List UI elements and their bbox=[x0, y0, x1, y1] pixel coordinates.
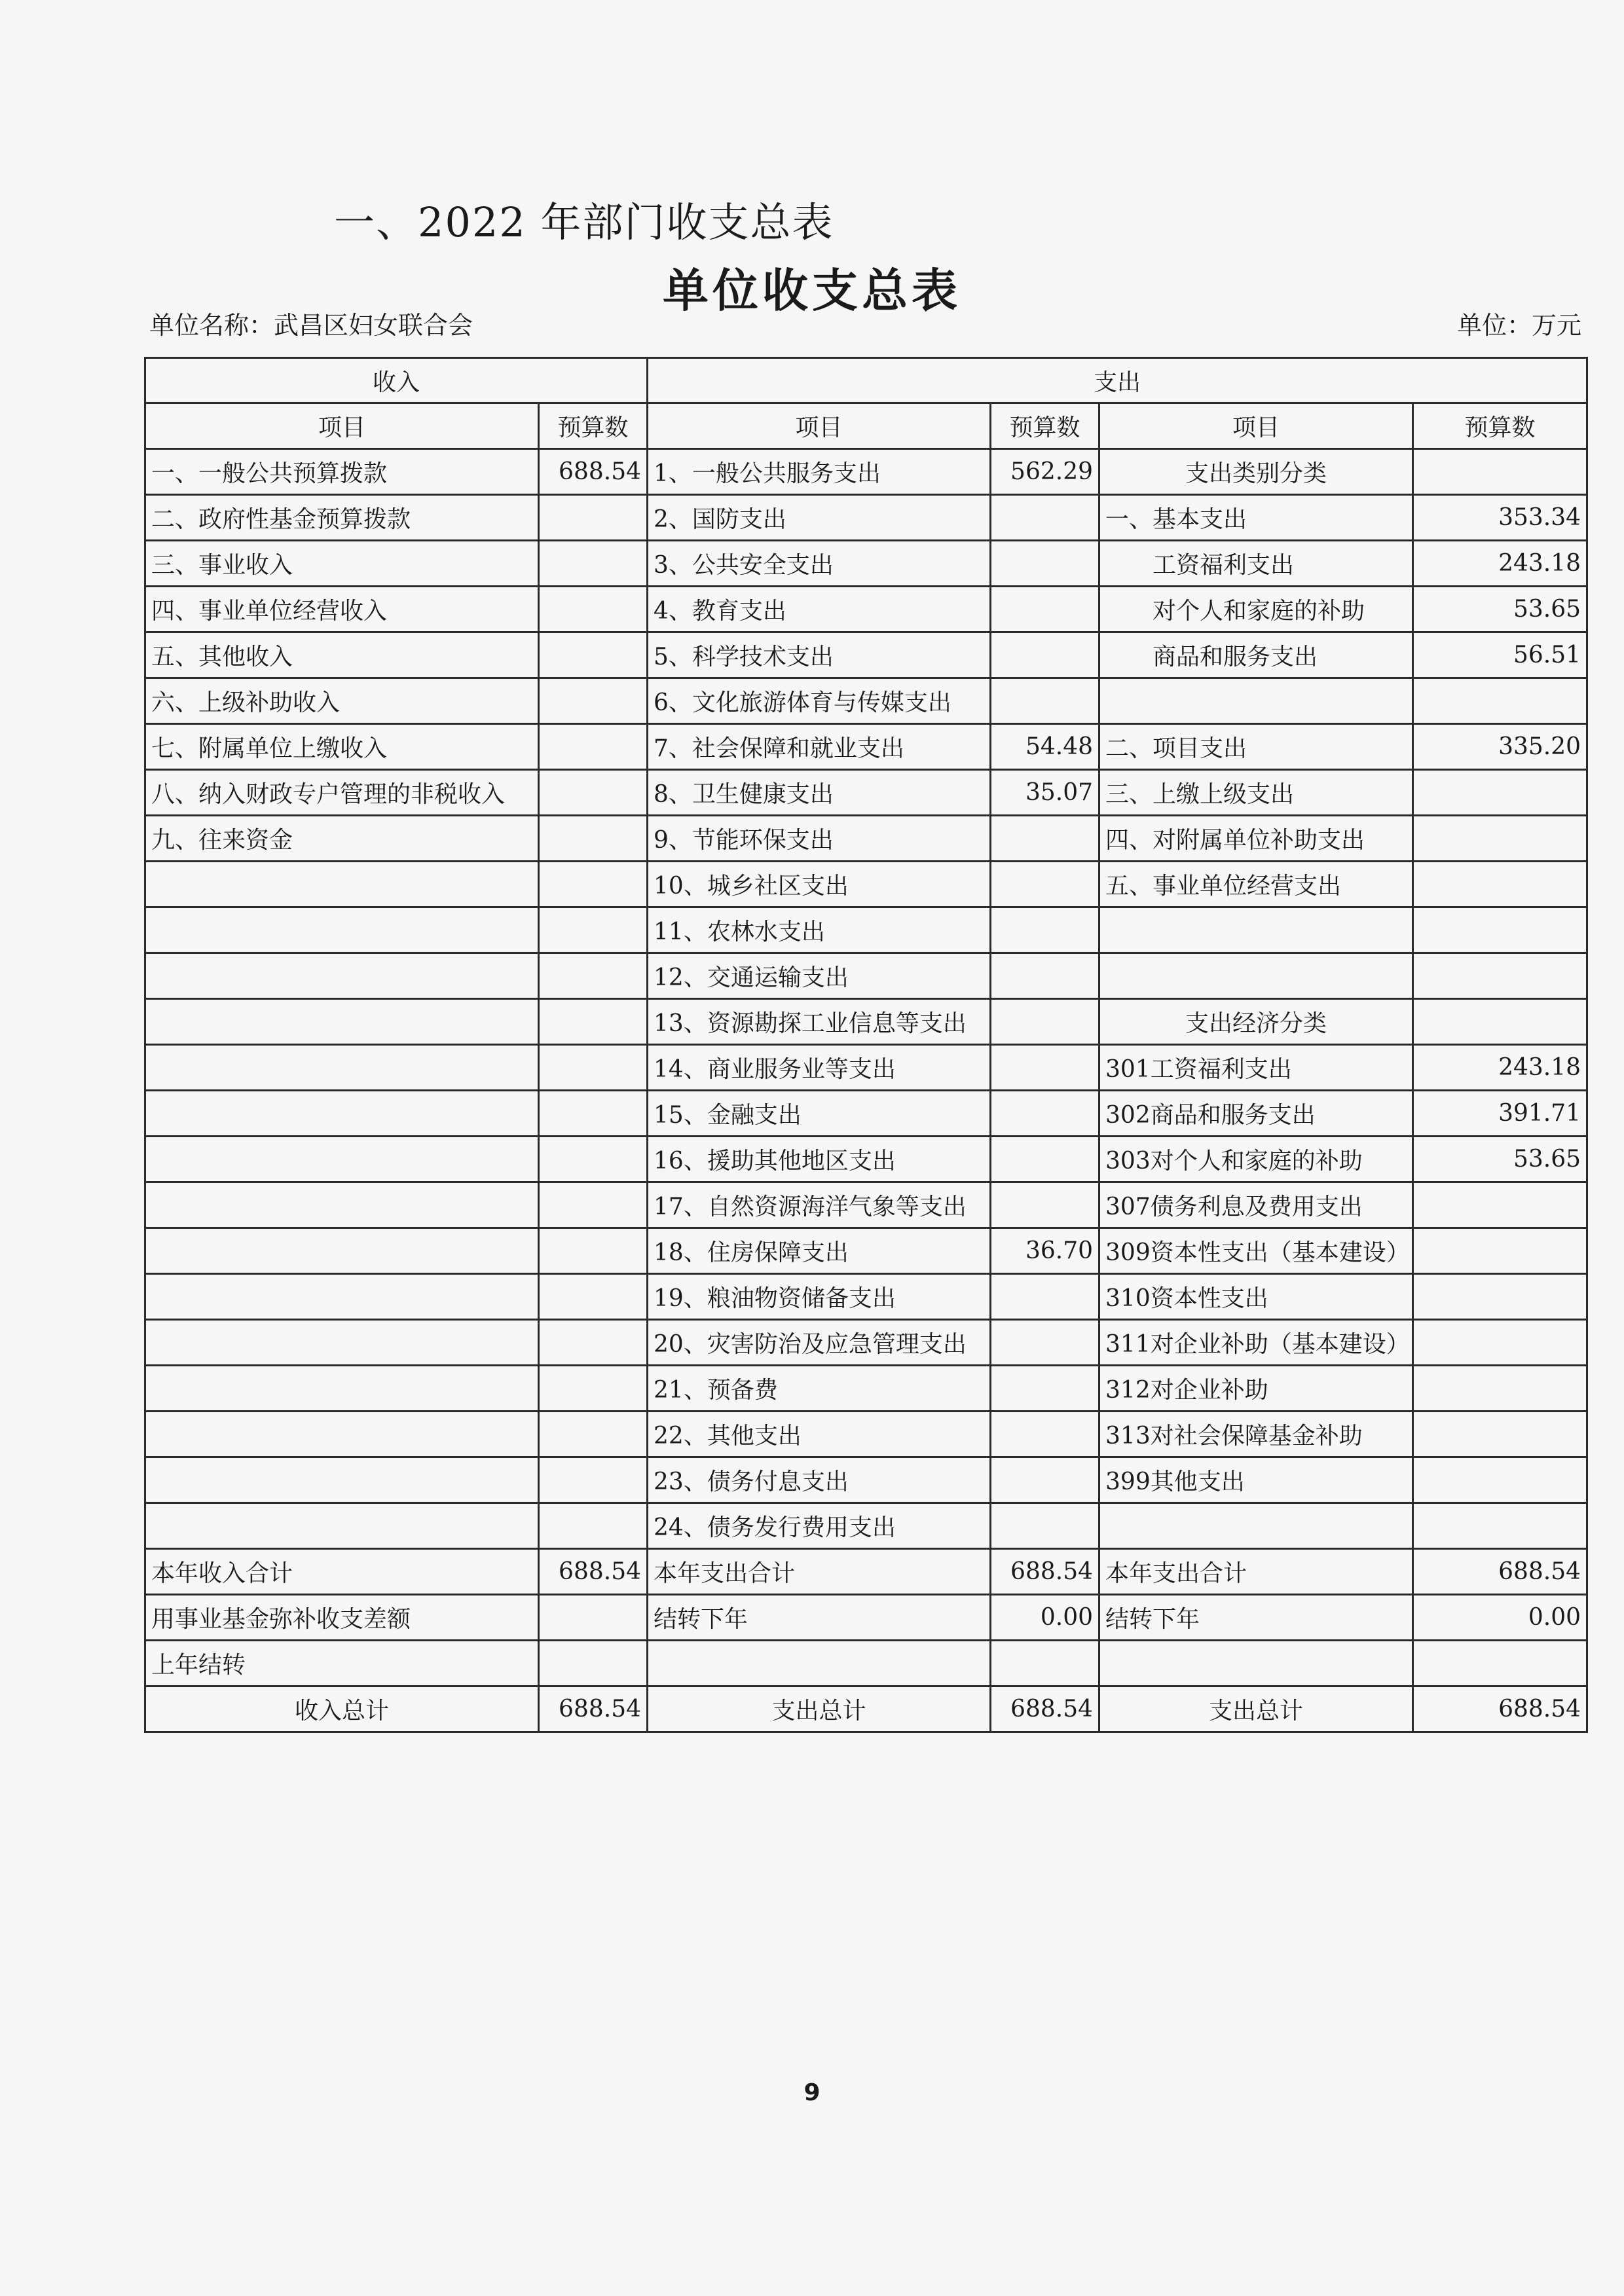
classification-item-cell bbox=[1099, 1641, 1413, 1686]
income-item-cell bbox=[145, 1412, 539, 1457]
expense-item-cell: 11、农林水支出 bbox=[648, 907, 991, 953]
income-item-cell bbox=[145, 1457, 539, 1503]
expense-amount-cell bbox=[991, 1091, 1099, 1137]
classification-amount-cell: 243.18 bbox=[1413, 541, 1587, 587]
table-row bbox=[145, 1091, 1587, 1137]
table-row bbox=[145, 678, 1587, 724]
income-amount-cell bbox=[539, 1595, 648, 1641]
income-item-cell: 六、上级补助收入 bbox=[145, 678, 539, 724]
expense-item-cell: 3、公共安全支出 bbox=[648, 541, 991, 587]
classification-item-cell: 311对企业补助（基本建设） bbox=[1099, 1320, 1413, 1366]
table-row bbox=[145, 1412, 1587, 1457]
expense-amount-cell bbox=[991, 1412, 1099, 1457]
classification-amount-cell bbox=[1413, 1457, 1587, 1503]
classification-total-amount: 688.54 bbox=[1413, 1686, 1587, 1732]
expense-item-cell: 20、灾害防治及应急管理支出 bbox=[648, 1320, 991, 1366]
classification-amount-cell: 53.65 bbox=[1413, 587, 1587, 632]
expense-item-cell: 24、债务发行费用支出 bbox=[648, 1503, 991, 1549]
expense-item-cell: 19、粮油物资储备支出 bbox=[648, 1274, 991, 1320]
income-amount-cell bbox=[539, 632, 648, 678]
classification-amount-cell bbox=[1413, 907, 1587, 953]
income-amount-cell bbox=[539, 1320, 648, 1366]
income-amount-cell bbox=[539, 1503, 648, 1549]
classification-item-cell bbox=[1099, 953, 1413, 999]
classification-item-cell: 商品和服务支出 bbox=[1099, 632, 1413, 678]
table-row bbox=[145, 541, 1587, 587]
table-row bbox=[145, 1228, 1587, 1274]
expense-amount-cell bbox=[991, 1503, 1099, 1549]
expense-item-cell: 9、节能环保支出 bbox=[648, 816, 991, 862]
budget-summary-table bbox=[144, 357, 1588, 1733]
classification-item-cell: 312对企业补助 bbox=[1099, 1366, 1413, 1412]
income-item-cell: 上年结转 bbox=[145, 1641, 539, 1686]
classification-amount-cell bbox=[1413, 862, 1587, 907]
expense-item-cell bbox=[648, 1641, 991, 1686]
expense-amount-cell: 0.00 bbox=[991, 1595, 1099, 1641]
classification-item-cell: 303对个人和家庭的补助 bbox=[1099, 1137, 1413, 1182]
classification-item-cell: 310资本性支出 bbox=[1099, 1274, 1413, 1320]
table-row bbox=[145, 1503, 1587, 1549]
unit-name: 单位名称：武昌区妇女联合会 bbox=[149, 311, 473, 340]
income-item-cell bbox=[145, 953, 539, 999]
income-amount-cell bbox=[539, 1182, 648, 1228]
classification-item-cell: 三、上缴上级支出 bbox=[1099, 770, 1413, 816]
classification-amount-cell bbox=[1413, 1366, 1587, 1412]
classification-amount-cell: 335.20 bbox=[1413, 724, 1587, 770]
expense-item-cell: 6、文化旅游体育与传媒支出 bbox=[648, 678, 991, 724]
expense-amount-cell bbox=[991, 495, 1099, 541]
expense-item-cell: 23、债务付息支出 bbox=[648, 1457, 991, 1503]
expense-total-label: 支出总计 bbox=[648, 1686, 991, 1732]
classification-item-cell bbox=[1099, 1503, 1413, 1549]
sheet-title: 一、2022 年部门收支总表 bbox=[334, 198, 834, 246]
income-item-cell bbox=[145, 862, 539, 907]
classification-amount-cell bbox=[1413, 999, 1587, 1045]
table-row bbox=[145, 1366, 1587, 1412]
expense-amount-cell: 35.07 bbox=[991, 770, 1099, 816]
expense-amount-cell bbox=[991, 999, 1099, 1045]
income-item-cell: 九、往来资金 bbox=[145, 816, 539, 862]
expense-item-cell: 15、金融支出 bbox=[648, 1091, 991, 1137]
income-item-cell bbox=[145, 1320, 539, 1366]
classification-item-cell: 302商品和服务支出 bbox=[1099, 1091, 1413, 1137]
classification-item-cell: 309资本性支出（基本建设） bbox=[1099, 1228, 1413, 1274]
expense-item-cell: 1、一般公共服务支出 bbox=[648, 449, 991, 495]
income-amount-cell bbox=[539, 495, 648, 541]
table-title: 单位收支总表 bbox=[663, 264, 961, 318]
classification-amount-cell bbox=[1413, 1503, 1587, 1549]
table-row bbox=[145, 1595, 1587, 1641]
income-item-cell bbox=[145, 1137, 539, 1182]
income-item-cell: 二、政府性基金预算拨款 bbox=[145, 495, 539, 541]
income-item-cell: 本年收入合计 bbox=[145, 1549, 539, 1595]
income-total-label: 收入总计 bbox=[145, 1686, 539, 1732]
expense-amount-cell: 688.54 bbox=[991, 1549, 1099, 1595]
expense-item-cell: 本年支出合计 bbox=[648, 1549, 991, 1595]
table-row bbox=[145, 587, 1587, 632]
classification-amount-cell: 391.71 bbox=[1413, 1091, 1587, 1137]
expense-amount-cell bbox=[991, 678, 1099, 724]
expense-amount-cell: 36.70 bbox=[991, 1228, 1099, 1274]
income-amount-cell bbox=[539, 1228, 648, 1274]
expense-amount-cell bbox=[991, 907, 1099, 953]
income-amount-cell bbox=[539, 678, 648, 724]
classification-amount-cell bbox=[1413, 770, 1587, 816]
table-row bbox=[145, 1457, 1587, 1503]
expense-item-cell: 17、自然资源海洋气象等支出 bbox=[648, 1182, 991, 1228]
income-item-cell: 三、事业收入 bbox=[145, 541, 539, 587]
income-item-cell bbox=[145, 907, 539, 953]
income-amount-cell bbox=[539, 1137, 648, 1182]
expense-amount-cell bbox=[991, 1366, 1099, 1412]
table-row bbox=[145, 1549, 1587, 1595]
income-item-cell bbox=[145, 1091, 539, 1137]
classification-total-label: 支出总计 bbox=[1099, 1686, 1413, 1732]
table-row bbox=[145, 1045, 1587, 1091]
income-item-cell: 八、纳入财政专户管理的非税收入 bbox=[145, 770, 539, 816]
income-amount-cell bbox=[539, 541, 648, 587]
classification-item-cell: 结转下年 bbox=[1099, 1595, 1413, 1641]
expense-amount-cell bbox=[991, 953, 1099, 999]
classification-amount-cell: 0.00 bbox=[1413, 1595, 1587, 1641]
table-row bbox=[145, 632, 1587, 678]
classification-item-cell: 二、项目支出 bbox=[1099, 724, 1413, 770]
income-amount-cell bbox=[539, 1412, 648, 1457]
classification-amount-cell: 688.54 bbox=[1413, 1549, 1587, 1595]
expense-item-cell: 21、预备费 bbox=[648, 1366, 991, 1412]
table-row bbox=[145, 770, 1587, 816]
income-amount-cell: 688.54 bbox=[539, 1549, 648, 1595]
classification-amount-cell: 53.65 bbox=[1413, 1137, 1587, 1182]
classification-item-cell: 399其他支出 bbox=[1099, 1457, 1413, 1503]
income-amount-cell: 688.54 bbox=[539, 449, 648, 495]
income-item-cell: 七、附属单位上缴收入 bbox=[145, 724, 539, 770]
classification-item-cell: 一、基本支出 bbox=[1099, 495, 1413, 541]
table-row bbox=[145, 1274, 1587, 1320]
table-row bbox=[145, 1137, 1587, 1182]
expense-item-cell: 结转下年 bbox=[648, 1595, 991, 1641]
expense-item-cell: 5、科学技术支出 bbox=[648, 632, 991, 678]
classification-amount-cell bbox=[1413, 1641, 1587, 1686]
classification-item-cell: 五、事业单位经营支出 bbox=[1099, 862, 1413, 907]
income-item-cell bbox=[145, 1045, 539, 1091]
expense-amount-cell bbox=[991, 1182, 1099, 1228]
income-item-cell bbox=[145, 1366, 539, 1412]
income-amount-cell bbox=[539, 907, 648, 953]
classification-item-cell bbox=[1099, 678, 1413, 724]
expense-amount-cell bbox=[991, 862, 1099, 907]
unit-label: 单位：万元 bbox=[1456, 311, 1581, 340]
classification-amount-cell: 243.18 bbox=[1413, 1045, 1587, 1091]
classification-item-cell: 313对社会保障基金补助 bbox=[1099, 1412, 1413, 1457]
income-item-cell bbox=[145, 1274, 539, 1320]
classification-amount-cell: 56.51 bbox=[1413, 632, 1587, 678]
table-row bbox=[145, 907, 1587, 953]
income-budget-header: 预算数 bbox=[539, 403, 648, 449]
expense-item-cell: 7、社会保障和就业支出 bbox=[648, 724, 991, 770]
table-row bbox=[145, 1641, 1587, 1686]
expense-amount-cell bbox=[991, 1641, 1099, 1686]
classification-amount-cell bbox=[1413, 449, 1587, 495]
income-item-cell bbox=[145, 999, 539, 1045]
classification-amount-cell bbox=[1413, 1182, 1587, 1228]
expense-budget-header: 预算数 bbox=[991, 403, 1099, 449]
income-total-amount: 688.54 bbox=[539, 1686, 648, 1732]
classification-item-cell: 四、对附属单位补助支出 bbox=[1099, 816, 1413, 862]
expense-item-cell: 18、住房保障支出 bbox=[648, 1228, 991, 1274]
expense-item-cell: 4、教育支出 bbox=[648, 587, 991, 632]
page-number: 9 bbox=[803, 2079, 821, 2106]
income-amount-cell bbox=[539, 1457, 648, 1503]
table-row bbox=[145, 1320, 1587, 1366]
income-item-cell: 四、事业单位经营收入 bbox=[145, 587, 539, 632]
income-amount-cell bbox=[539, 1641, 648, 1686]
expense-item-cell: 22、其他支出 bbox=[648, 1412, 991, 1457]
income-section-header: 收入 bbox=[145, 358, 648, 403]
classification-item-cell: 工资福利支出 bbox=[1099, 541, 1413, 587]
income-amount-cell bbox=[539, 953, 648, 999]
income-item-cell: 一、一般公共预算拨款 bbox=[145, 449, 539, 495]
expense-amount-cell bbox=[991, 1137, 1099, 1182]
table-row bbox=[145, 449, 1587, 495]
expense-amount-cell bbox=[991, 1320, 1099, 1366]
classification-amount-cell bbox=[1413, 816, 1587, 862]
classification-item-cell: 支出经济分类 bbox=[1099, 999, 1413, 1045]
expense-amount-cell bbox=[991, 1457, 1099, 1503]
expense-amount-cell bbox=[991, 816, 1099, 862]
expense-amount-cell bbox=[991, 587, 1099, 632]
classification-amount-cell bbox=[1413, 1228, 1587, 1274]
classification-budget-header: 预算数 bbox=[1413, 403, 1587, 449]
income-amount-cell bbox=[539, 816, 648, 862]
table-row bbox=[145, 1182, 1587, 1228]
expense-amount-cell bbox=[991, 541, 1099, 587]
table-row bbox=[145, 953, 1587, 999]
expense-item-header: 项目 bbox=[648, 403, 991, 449]
income-amount-cell bbox=[539, 587, 648, 632]
income-amount-cell bbox=[539, 1045, 648, 1091]
income-amount-cell bbox=[539, 999, 648, 1045]
classification-amount-cell bbox=[1413, 678, 1587, 724]
table-row bbox=[145, 816, 1587, 862]
income-amount-cell bbox=[539, 862, 648, 907]
totals-row bbox=[145, 1686, 1587, 1732]
classification-item-cell: 301工资福利支出 bbox=[1099, 1045, 1413, 1091]
income-amount-cell bbox=[539, 770, 648, 816]
income-amount-cell bbox=[539, 1091, 648, 1137]
expense-item-cell: 2、国防支出 bbox=[648, 495, 991, 541]
classification-item-cell bbox=[1099, 907, 1413, 953]
expense-item-cell: 16、援助其他地区支出 bbox=[648, 1137, 991, 1182]
classification-item-cell: 对个人和家庭的补助 bbox=[1099, 587, 1413, 632]
table-row bbox=[145, 862, 1587, 907]
classification-item-cell: 307债务利息及费用支出 bbox=[1099, 1182, 1413, 1228]
income-item-cell bbox=[145, 1503, 539, 1549]
table-row bbox=[145, 999, 1587, 1045]
expense-item-cell: 10、城乡社区支出 bbox=[648, 862, 991, 907]
expense-amount-cell: 54.48 bbox=[991, 724, 1099, 770]
expense-item-cell: 14、商业服务业等支出 bbox=[648, 1045, 991, 1091]
classification-amount-cell bbox=[1413, 1412, 1587, 1457]
income-item-header: 项目 bbox=[145, 403, 539, 449]
classification-item-cell: 本年支出合计 bbox=[1099, 1549, 1413, 1595]
classification-amount-cell bbox=[1413, 953, 1587, 999]
table-row bbox=[145, 495, 1587, 541]
classification-amount-cell bbox=[1413, 1274, 1587, 1320]
table-row bbox=[145, 724, 1587, 770]
classification-amount-cell: 353.34 bbox=[1413, 495, 1587, 541]
income-item-cell: 五、其他收入 bbox=[145, 632, 539, 678]
classification-item-cell: 支出类别分类 bbox=[1099, 449, 1413, 495]
income-item-cell bbox=[145, 1182, 539, 1228]
income-amount-cell bbox=[539, 1366, 648, 1412]
income-amount-cell bbox=[539, 724, 648, 770]
income-item-cell: 用事业基金弥补收支差额 bbox=[145, 1595, 539, 1641]
expense-item-cell: 13、资源勘探工业信息等支出 bbox=[648, 999, 991, 1045]
expense-total-amount: 688.54 bbox=[991, 1686, 1099, 1732]
expense-section-header: 支出 bbox=[648, 358, 1587, 403]
expense-amount-cell bbox=[991, 1274, 1099, 1320]
income-amount-cell bbox=[539, 1274, 648, 1320]
classification-amount-cell bbox=[1413, 1320, 1587, 1366]
expense-item-cell: 12、交通运输支出 bbox=[648, 953, 991, 999]
table-body bbox=[145, 449, 1587, 1686]
expense-item-cell: 8、卫生健康支出 bbox=[648, 770, 991, 816]
classification-item-header: 项目 bbox=[1099, 403, 1413, 449]
expense-amount-cell bbox=[991, 1045, 1099, 1091]
expense-amount-cell: 562.29 bbox=[991, 449, 1099, 495]
expense-amount-cell bbox=[991, 632, 1099, 678]
income-item-cell bbox=[145, 1228, 539, 1274]
